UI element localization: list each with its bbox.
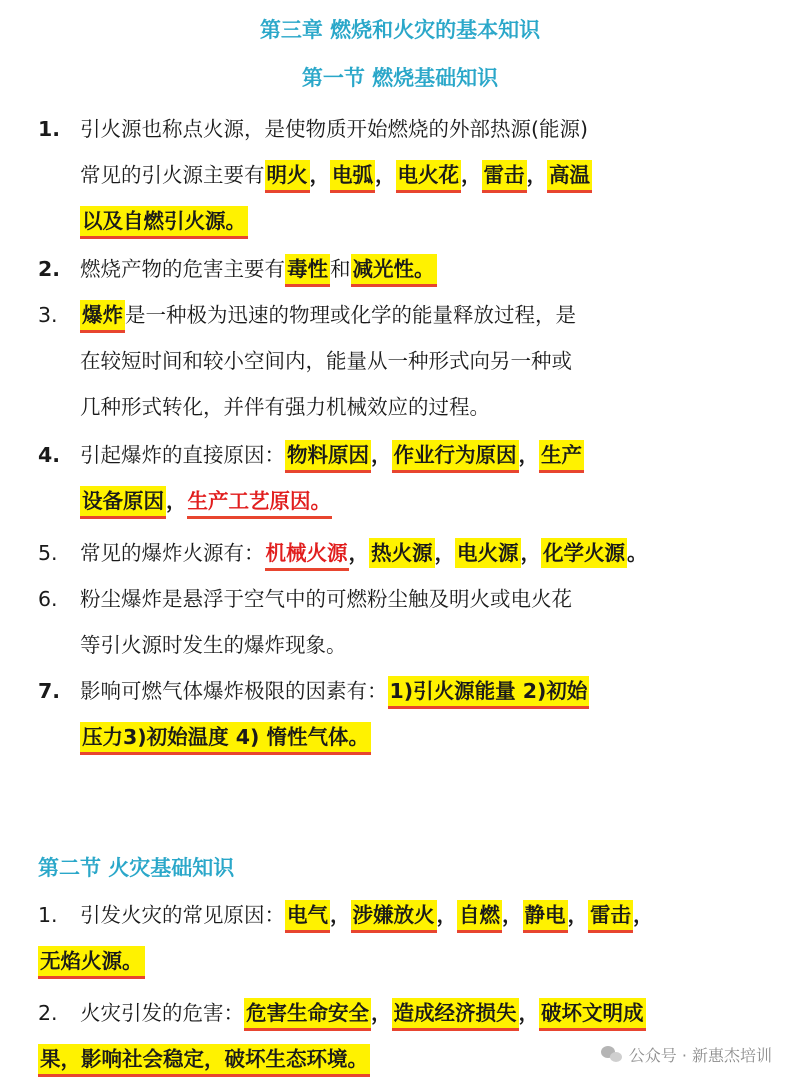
item-number: 2.: [38, 1001, 58, 1025]
keyword: 电弧: [330, 160, 375, 193]
keyword: 1)引火源能量 2)初始: [388, 676, 590, 709]
keyword: 高温: [547, 160, 592, 193]
keyword: 减光性。: [351, 254, 437, 287]
separator: ，: [502, 903, 523, 927]
keyword: 爆炸: [80, 300, 125, 333]
list-item: [38, 106, 758, 244]
keyword: 化学火源: [541, 538, 627, 568]
keyword: 物料原因: [285, 440, 371, 473]
item-text: 粉尘爆炸是悬浮于空气中的可燃粉尘触及明火或电火花: [80, 587, 572, 611]
item-text: 常见的引火源主要有: [80, 163, 265, 187]
keyword: 破坏文明成: [539, 998, 646, 1031]
chapter-title: 第三章 燃烧和火灾的基本知识: [259, 18, 541, 42]
separator: ，: [518, 1001, 539, 1025]
keyword-red: 机械火源: [265, 538, 349, 571]
keyword: 电火源: [455, 538, 521, 568]
separator: ，: [526, 163, 547, 187]
wechat-icon: [601, 1046, 623, 1064]
keyword: 自燃: [457, 900, 502, 933]
item-number: 3.: [38, 303, 58, 327]
item-text: 是一种极为迅速的物理或化学的能量释放过程，是: [125, 303, 576, 327]
list-item: [38, 432, 758, 524]
separator: ，: [436, 903, 457, 927]
list-item: [38, 990, 758, 1082]
separator: ，: [371, 1001, 392, 1025]
separator: ，: [567, 903, 588, 927]
item-number: 4.: [38, 443, 61, 467]
item-text: 在较短时间和较小空间内，能量从一种形式向另一种或: [80, 349, 572, 373]
watermark-text: 公众号 · 新惠杰培训: [628, 1046, 772, 1065]
item-number: 2.: [38, 257, 61, 281]
keyword: 以及自燃引火源。: [80, 206, 248, 239]
item-text: 常见的爆炸火源有：: [80, 541, 265, 565]
list-item: [38, 292, 758, 430]
item-text: 火灾引发的危害：: [80, 1001, 244, 1025]
list-item: [38, 246, 758, 292]
section2-title: 第二节 火灾基础知识: [38, 856, 235, 880]
keyword: 设备原因: [80, 486, 166, 519]
keyword: 电火花: [396, 160, 462, 193]
item-text: 和: [330, 257, 351, 281]
keyword: 雷击: [482, 160, 527, 193]
separator: ，: [520, 541, 541, 565]
separator: ，: [371, 443, 392, 467]
keyword: 生产: [539, 440, 584, 473]
item-number: 5.: [38, 541, 58, 565]
keyword: 危害生命安全: [244, 998, 371, 1031]
item-text: 影响可燃气体爆炸极限的因素有：: [80, 679, 388, 703]
keyword: 毒性: [285, 254, 330, 287]
separator: ，: [375, 163, 396, 187]
keyword: 电气: [285, 900, 330, 933]
keyword: 果，影响社会稳定，破坏生态环境。: [38, 1044, 370, 1077]
item-text: 引起爆炸的直接原因：: [80, 443, 285, 467]
keyword: 热火源: [369, 538, 435, 568]
separator: ，: [330, 903, 351, 927]
item-text: 等引火源时发生的爆炸现象。: [80, 633, 347, 657]
item-text: 引发火灾的常见原因：: [80, 903, 285, 927]
item-number: 1.: [38, 117, 61, 141]
keyword: 无焰火源。: [38, 946, 145, 979]
item-number: 1.: [38, 903, 58, 927]
item-number: 6.: [38, 587, 58, 611]
section1-title: 第一节 燃烧基础知识: [301, 66, 499, 90]
keyword: 静电: [523, 900, 568, 933]
keyword: 雷击: [588, 900, 633, 933]
keyword-red: 生产工艺原因。: [187, 486, 333, 519]
list-item: [38, 576, 758, 668]
separator: ，: [518, 443, 539, 467]
separator: ，: [633, 903, 654, 927]
watermark: [601, 1043, 772, 1066]
keyword: 明火: [265, 160, 310, 193]
separator: ，: [166, 489, 187, 513]
item-text: 几种形式转化，并伴有强力机械效应的过程。: [80, 395, 490, 419]
list-item: [38, 892, 758, 984]
separator: ，: [309, 163, 330, 187]
keyword: 涉嫌放火: [351, 900, 437, 933]
list-item: [38, 668, 758, 760]
separator: ，: [434, 541, 455, 565]
item-number: 7.: [38, 679, 61, 703]
list-item: [38, 530, 758, 576]
separator: ，: [348, 541, 369, 565]
keyword: 压力3)初始温度 4) 惰性气体。: [80, 722, 371, 755]
separator: 。: [627, 541, 648, 565]
item-text: 燃烧产物的危害主要有: [80, 257, 285, 281]
item-text: 引火源也称点火源，是使物质开始燃烧的外部热源(能源): [80, 117, 588, 141]
separator: ，: [461, 163, 482, 187]
keyword: 造成经济损失: [392, 998, 519, 1031]
keyword: 作业行为原因: [392, 440, 519, 473]
